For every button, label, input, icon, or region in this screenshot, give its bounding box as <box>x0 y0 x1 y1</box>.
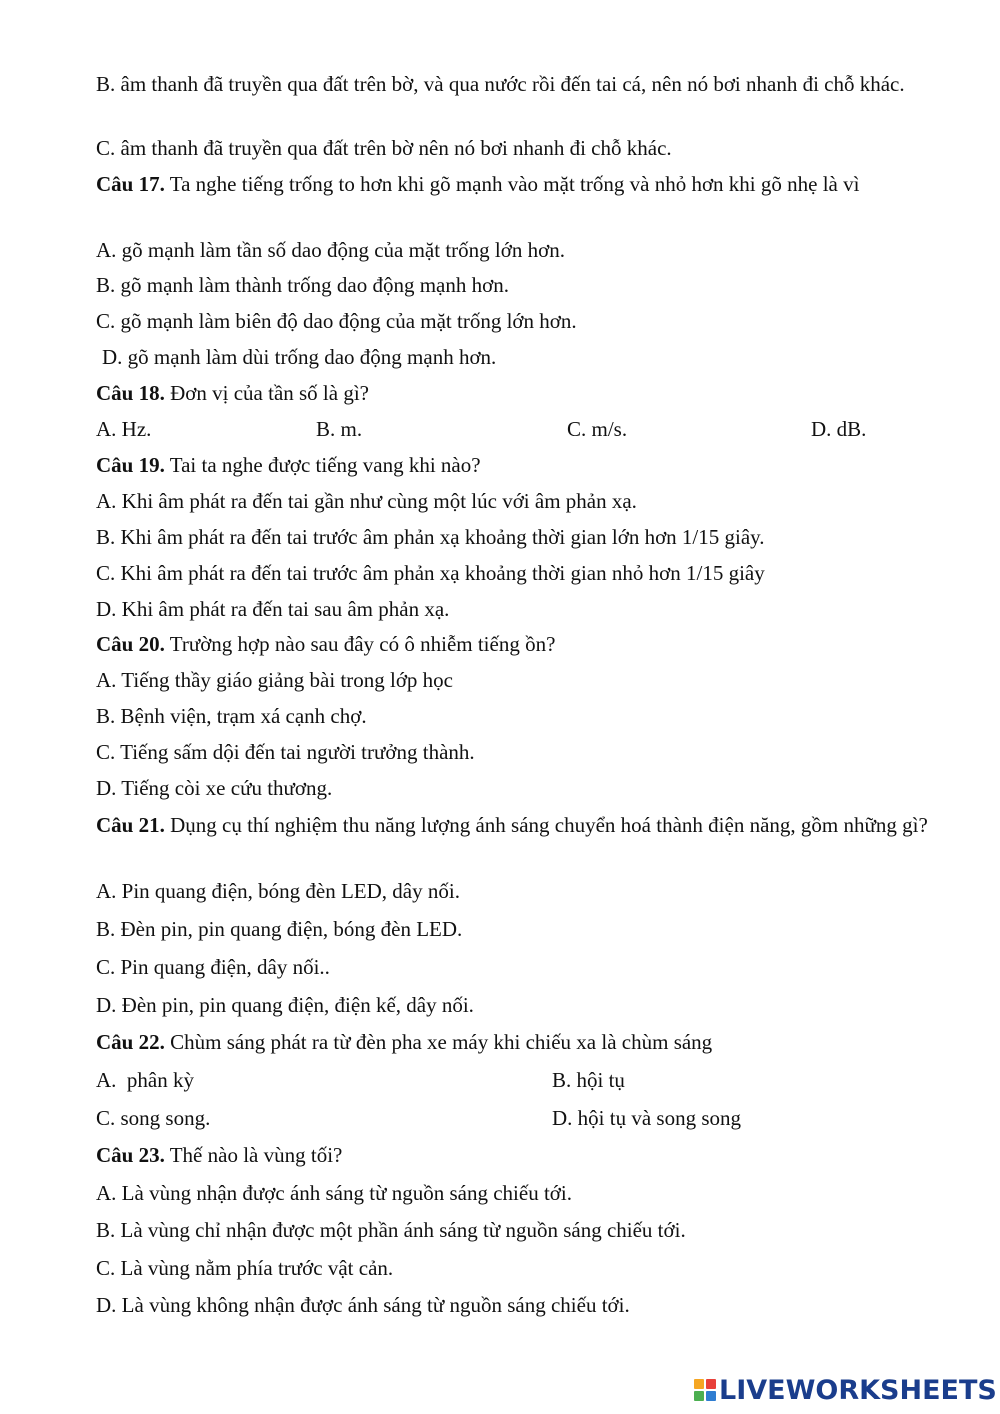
question-23 <box>96 1141 342 1169</box>
question-20-text: Trường hợp nào sau đây có ô nhiễm tiếng ồn? <box>164 632 556 656</box>
q21-option-c: C. Pin quang điện, dây nối.. <box>96 955 330 979</box>
q18-option-d: D. dB. <box>811 417 867 441</box>
q19-option-b: B. Khi âm phát ra đến tai trước âm phản xạ khoảng thời gian lớn hơn 1/15 giây. <box>96 525 765 549</box>
q20-option-b: B. Bệnh viện, trạm xá cạnh chợ. <box>96 704 367 728</box>
q19-option-c: C. Khi âm phát ra đến tai trước âm phản xạ khoảng thời gian nhỏ hơn 1/15 giây <box>96 561 765 585</box>
logo-square-icon <box>706 1379 716 1389</box>
q23-option-a: A. Là vùng nhận được ánh sáng từ nguồn sáng chiếu tới. <box>96 1181 572 1205</box>
q17-option-d: D. gõ mạnh làm dùi trống dao động mạnh hơn. <box>102 345 497 369</box>
q18-option-c: C. m/s. <box>567 417 628 441</box>
q17-option-c: C. gõ mạnh làm biên độ dao động của mặt trống lớn hơn. <box>96 309 577 333</box>
question-21 <box>96 811 932 840</box>
q17-option-b: B. gõ mạnh làm thành trống dao động mạnh hơn. <box>96 273 509 297</box>
q18-option-b: B. m. <box>316 417 363 441</box>
question-20-label: Câu 20. <box>96 632 165 656</box>
q23-option-b: B. Là vùng chỉ nhận được một phần ánh sáng từ nguồn sáng chiếu tới. <box>96 1218 686 1242</box>
liveworksheets-logo[interactable] <box>694 1374 997 1406</box>
logo-square-icon <box>694 1379 704 1389</box>
question-18-text: Đơn vị của tần số là gì? <box>164 381 369 405</box>
logo-square-icon <box>694 1391 704 1401</box>
q21-option-b: B. Đèn pin, pin quang điện, bóng đèn LED. <box>96 917 463 941</box>
q19-option-d: D. Khi âm phát ra đến tai sau âm phản xạ. <box>96 597 450 621</box>
logo-square-icon <box>706 1391 716 1401</box>
q17-option-a: A. gõ mạnh làm tần số dao động của mặt trống lớn hơn. <box>96 238 565 262</box>
liveworksheets-wordmark: LIVEWORKSHEETS <box>719 1374 997 1406</box>
question-22-label: Câu 22. <box>96 1030 165 1054</box>
q19-option-a: A. Khi âm phát ra đến tai gần như cùng một lúc với âm phản xạ. <box>96 489 637 513</box>
question-23-text: Thế nào là vùng tối? <box>164 1143 343 1167</box>
question-22-text: Chùm sáng phát ra từ đèn pha xe máy khi chiếu xa là chùm sáng <box>164 1030 713 1054</box>
question-21-label: Câu 21. <box>96 813 165 837</box>
liveworksheets-mark-icon <box>694 1379 716 1401</box>
q22-option-c: C. song song. <box>96 1106 211 1130</box>
question-17-text: Ta nghe tiếng trống to hơn khi gõ mạnh vào mặt trống và nhỏ hơn khi gõ nhẹ là vì <box>164 172 860 196</box>
q22-option-b: B. hội tụ <box>552 1068 625 1092</box>
q18-option-a: A. Hz. <box>96 417 152 441</box>
question-18 <box>96 379 369 407</box>
q21-option-d: D. Đèn pin, pin quang điện, điện kế, dây nối. <box>96 993 474 1017</box>
q22-option-a: A. phân kỳ <box>96 1068 194 1092</box>
question-23-label: Câu 23. <box>96 1143 165 1167</box>
q23-option-c: C. Là vùng nằm phía trước vật cản. <box>96 1256 394 1280</box>
question-17-label: Câu 17. <box>96 172 165 196</box>
question-19-text: Tai ta nghe được tiếng vang khi nào? <box>164 453 481 477</box>
q20-option-a: A. Tiếng thầy giáo giảng bài trong lớp học <box>96 668 453 692</box>
q22-option-d: D. hội tụ và song song <box>552 1106 741 1130</box>
question-21-text: Dụng cụ thí nghiệm thu năng lượng ánh sáng chuyển hoá thành điện năng, gồm những gì? <box>164 813 928 837</box>
q20-option-c: C. Tiếng sấm dội đến tai người trưởng thành. <box>96 740 475 764</box>
question-18-label: Câu 18. <box>96 381 165 405</box>
q23-option-d: D. Là vùng không nhận được ánh sáng từ nguồn sáng chiếu tới. <box>96 1293 630 1317</box>
q16-option-c: C. âm thanh đã truyền qua đất trên bờ nên nó bơi nhanh đi chỗ khác. <box>96 136 672 160</box>
question-19-label: Câu 19. <box>96 453 165 477</box>
question-22 <box>96 1028 712 1056</box>
q16-option-b: B. âm thanh đã truyền qua đất trên bờ, và qua nước rồi đến tai cá, nên nó bơi nhanh đi chỗ khác. <box>96 72 905 96</box>
question-20 <box>96 630 555 658</box>
question-17 <box>96 170 932 199</box>
q20-option-d: D. Tiếng còi xe cứu thương. <box>96 776 333 800</box>
q21-option-a: A. Pin quang điện, bóng đèn LED, dây nối. <box>96 879 460 903</box>
question-19 <box>96 451 481 479</box>
